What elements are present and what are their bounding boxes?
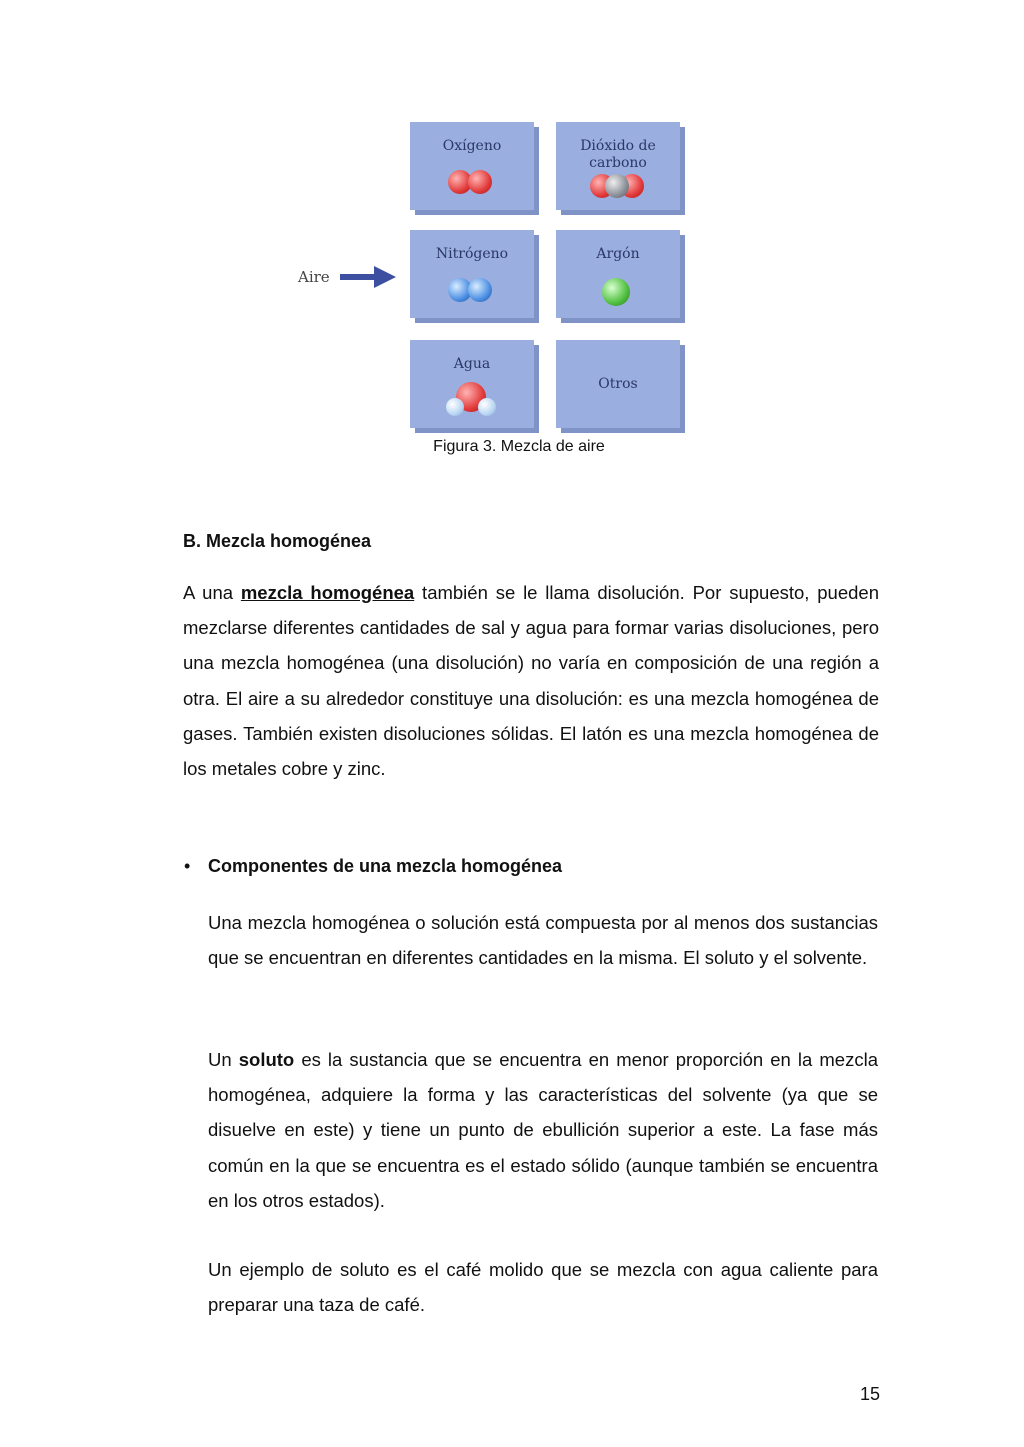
paragraph-componentes: Una mezcla homogénea o solución está compuesta por al menos dos sustancias que se encuentran en diferentes cantidades en la misma. El soluto y el solvente.: [208, 912, 878, 969]
box-agua: [410, 340, 534, 428]
co2-molecule-icon: [556, 174, 680, 204]
box-label: Nitrógeno: [435, 246, 509, 262]
section-heading: B. Mezcla homogénea: [183, 531, 372, 551]
box-oxigeno: [410, 122, 534, 210]
figure-caption: Figura 3. Mezcla de aire: [433, 438, 605, 455]
bullet-icon: •: [184, 856, 191, 876]
box-nitrogeno: [410, 230, 534, 318]
box-label: Otros: [598, 376, 638, 392]
aire-label: Aire: [298, 268, 330, 286]
box-label: Argón: [596, 246, 640, 262]
box-label: Agua: [453, 356, 491, 372]
term-mezcla-homogenea: mezcla homogénea: [240, 582, 415, 603]
arrow-right-icon: [340, 266, 396, 288]
box-label: Dióxido de carbono: [580, 138, 656, 171]
bullet-title: Componentes de una mezcla homogénea: [208, 856, 563, 876]
box-otros: [556, 340, 680, 428]
box-label: Oxígeno: [442, 138, 502, 154]
box-argon: [556, 230, 680, 318]
term-soluto: soluto: [238, 1049, 295, 1070]
air-mixture-figure: [290, 118, 690, 430]
paragraph-mezcla-homogenea: A una mezcla homogénea también se le llama disolución. Por supuesto, pueden mezclarse diferentes cantidades de sal y agua para formar varias disoluciones, pero una mezcla homogénea (una disolución) no varía en composición de una región a otra. El aire a su alrededor constituye una disolución: es una mezcla homogénea de gases. También existen disoluciones sólidas. El latón es una mezcla homogénea de los metales cobre y zinc.: [183, 582, 879, 780]
box-dioxido-de-carbono: [556, 122, 680, 210]
paragraph-soluto: Un soluto es la sustancia que se encuentra en menor proporción en la mezcla homogénea, adquiere la forma y las características del solvente (ya que se disuelve en este) y tiene un punto de ebullición superior a este. La fase más común en la que se encuentra es el estado sólido (aunque también se encuentra en los otros estados).: [208, 1049, 878, 1211]
nitrogen-molecule-icon: [410, 278, 534, 308]
paragraph-ejemplo-soluto: Un ejemplo de soluto es el café molido que se mezcla con agua caliente para preparar una taza de café.: [208, 1259, 878, 1316]
argon-atom-icon: [556, 278, 680, 308]
water-molecule-icon: [410, 382, 534, 412]
page-number: 15: [859, 1384, 880, 1404]
oxygen-molecule-icon: [410, 170, 534, 200]
